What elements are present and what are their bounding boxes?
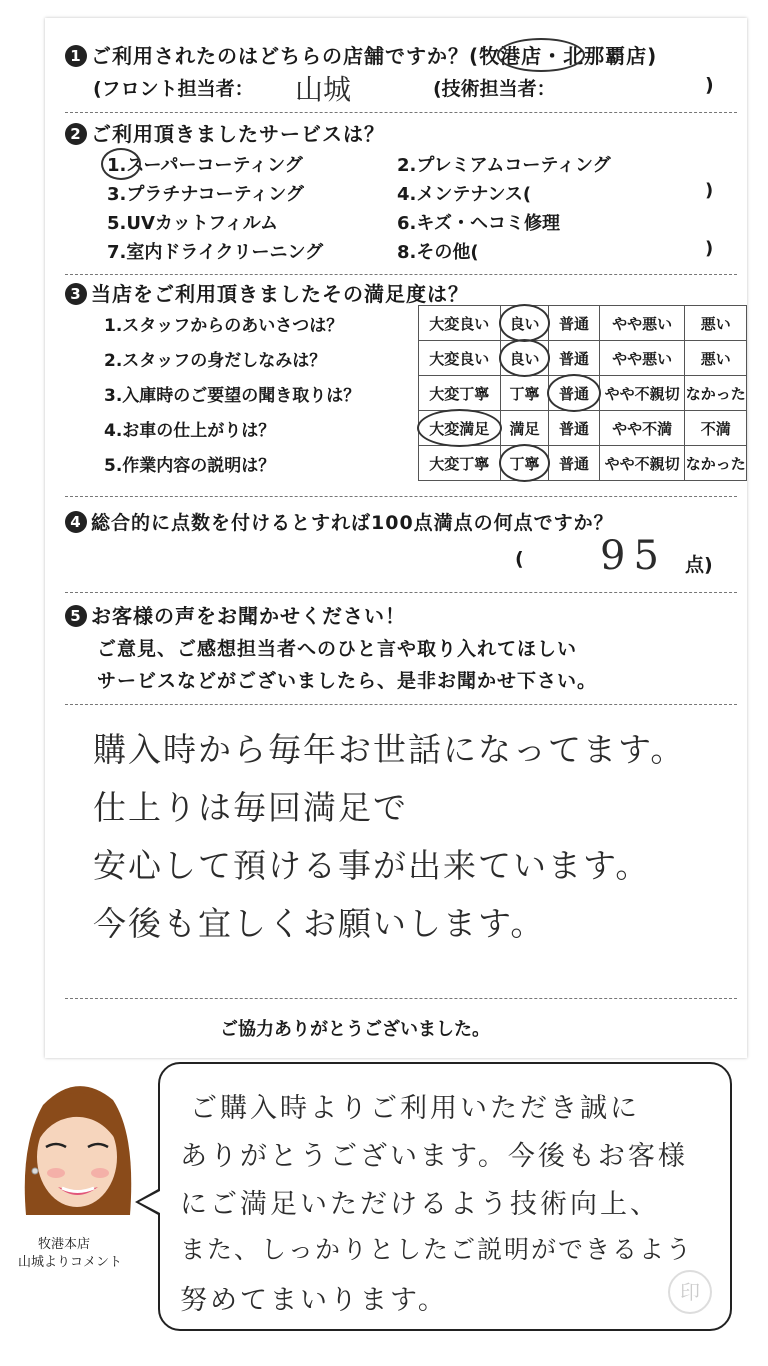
number-5-icon: 5 [65, 605, 87, 627]
staff-comment-line: ありがとうございます。今後もお客様 [180, 1141, 688, 1172]
staff-comment-line: また、しっかりとしたご説明ができるよう [180, 1235, 694, 1264]
q4-question: 総合的に点数を付けるとすれば100点満点の何点ですか？ [91, 512, 614, 534]
selected-circle [499, 339, 551, 377]
q5-heading [65, 600, 406, 629]
satisfaction-option-label: 普通 [559, 349, 590, 368]
satisfaction-option [549, 446, 599, 481]
satisfaction-option-label: 大変満足 [429, 419, 490, 438]
front-staff-value: 山城 [295, 73, 352, 106]
satisfaction-option-label: やや不親切 [604, 454, 680, 473]
speech-bubble-tail-inner [139, 1191, 160, 1213]
number-2-icon: 2 [65, 123, 87, 145]
satisfaction-option-label: 普通 [559, 314, 590, 333]
service-option: 2.プレミアムコーティング [397, 155, 611, 176]
satisfaction-option-label: 大変良い [429, 314, 490, 333]
q3-question: 当店をご利用頂きましたその満足度は？ [91, 282, 469, 306]
satisfaction-option [599, 411, 685, 446]
divider [65, 592, 737, 593]
satisfaction-question: 1.スタッフからのあいさつは？ [104, 315, 344, 336]
satisfaction-option [500, 341, 549, 376]
service-option: 4.メンテナンス( [397, 184, 532, 205]
satisfaction-option [549, 411, 599, 446]
divider [65, 274, 737, 275]
option-close: ) [705, 238, 714, 259]
satisfaction-option [599, 341, 685, 376]
satisfaction-option-label: やや不親切 [604, 384, 680, 403]
staff-comment-line: 努めてまいります。 [180, 1285, 448, 1316]
q5-line2: ご意見、ご感想担当者へのひと言や取り入れてほしい [97, 638, 578, 660]
selected-circle [499, 444, 551, 482]
satisfaction-option [418, 446, 500, 481]
satisfaction-option [549, 376, 599, 411]
q4-heading [65, 508, 614, 535]
satisfaction-row [100, 376, 747, 411]
service-selected-circle [101, 148, 141, 180]
selected-circle [547, 374, 600, 412]
score-open: ( [515, 548, 524, 570]
thanks-text: ご協力ありがとうございました。 [220, 1019, 490, 1040]
satisfaction-option-label: やや不満 [612, 419, 673, 438]
customer-comment-line: 購入時から毎年お世話になってます。 [93, 730, 686, 769]
satisfaction-option-label: 満足 [509, 419, 540, 438]
service-option: 3.プラチナコーティング [107, 184, 304, 205]
satisfaction-option [685, 341, 747, 376]
satisfaction-option [599, 306, 685, 341]
seal-stamp: 印 [668, 1270, 712, 1314]
score-unit: 点) [685, 554, 713, 576]
divider [65, 998, 737, 999]
satisfaction-option [685, 376, 747, 411]
satisfaction-option-label: 悪い [700, 349, 731, 368]
divider [65, 496, 737, 497]
comment-author-name: 山城よりコメント [18, 1255, 123, 1270]
satisfaction-row [100, 446, 747, 481]
satisfaction-question: 3.入庫時のご要望の聞き取りは？ [104, 385, 361, 406]
satisfaction-option [418, 306, 500, 341]
front-staff-label: (フロント担当者： [93, 78, 254, 100]
satisfaction-option [599, 376, 685, 411]
satisfaction-row [100, 306, 747, 341]
staff-comment-bubble [158, 1062, 732, 1331]
staff-comment-line: ご購入時よりご利用いただき誠に [190, 1093, 640, 1124]
staff-avatar [18, 1075, 136, 1225]
q2-question: ご利用頂きましたサービスは？ [91, 122, 385, 146]
q2-heading [65, 118, 385, 147]
satisfaction-option [549, 306, 599, 341]
satisfaction-option-label: 丁寧 [509, 454, 540, 473]
service-option: 8.その他( [397, 242, 479, 263]
q3-heading [65, 278, 469, 307]
satisfaction-option [549, 341, 599, 376]
customer-comment-line: 今後も宜しくお願いします。 [93, 904, 546, 943]
staff-comment-line: にご満足いただけるよう技術向上、 [180, 1189, 660, 1220]
satisfaction-question: 2.スタッフの身だしなみは？ [104, 350, 327, 371]
satisfaction-row [100, 341, 747, 376]
satisfaction-option-label: やや悪い [612, 349, 673, 368]
selected-circle [417, 409, 502, 447]
number-1-icon: 1 [65, 45, 87, 67]
q5-line3: サービスなどがございましたら、是非お聞かせ下さい。 [97, 670, 598, 692]
survey-sheet [45, 18, 747, 1058]
satisfaction-option-label: 大変丁寧 [429, 454, 490, 473]
satisfaction-option-label: 悪い [700, 314, 731, 333]
comment-author-store: 牧港本店 [38, 1237, 91, 1252]
score-value: 95 [600, 533, 667, 579]
satisfaction-option-label: 大変良い [429, 349, 490, 368]
service-option: 5.UVカットフィルム [107, 213, 279, 234]
satisfaction-option [685, 446, 747, 481]
satisfaction-question: 4.お車の仕上がりは？ [104, 420, 276, 441]
number-4-icon: 4 [65, 511, 87, 533]
satisfaction-option-label: 普通 [559, 419, 590, 438]
satisfaction-option [599, 446, 685, 481]
customer-comment-line: 安心して預ける事が出来ています。 [93, 846, 651, 885]
q5-line1: お客様の声をお聞かせください！ [91, 604, 406, 628]
service-option: 1.スーパーコーティング [107, 155, 303, 176]
satisfaction-option [418, 376, 500, 411]
satisfaction-option [500, 306, 549, 341]
selected-circle [499, 304, 551, 342]
satisfaction-option-label: 良い [509, 349, 540, 368]
satisfaction-option [500, 446, 549, 481]
satisfaction-option [685, 411, 747, 446]
store-kitanaha: 北那覇店 [563, 44, 648, 68]
satisfaction-option-label: やや悪い [612, 314, 673, 333]
service-option: 7.室内ドライクリーニング [107, 242, 324, 263]
satisfaction-option-label: 不満 [700, 419, 731, 438]
satisfaction-option-label: 普通 [559, 454, 590, 473]
tech-staff-close: ) [705, 74, 714, 96]
divider [65, 112, 737, 113]
number-3-icon: 3 [65, 283, 87, 305]
satisfaction-option [685, 306, 747, 341]
satisfaction-option-label: なかった [685, 454, 746, 473]
divider [65, 704, 737, 705]
store-makiminato: 牧港店 [479, 44, 543, 68]
satisfaction-option [500, 411, 549, 446]
option-close: ) [705, 180, 714, 201]
satisfaction-option [418, 341, 500, 376]
satisfaction-option [500, 376, 549, 411]
satisfaction-question: 5.作業内容の説明は？ [104, 455, 276, 476]
customer-comment-line: 仕上りは毎回満足で [93, 788, 408, 827]
store-selected-circle [497, 38, 585, 72]
satisfaction-option-label: 大変丁寧 [429, 384, 490, 403]
satisfaction-option-label: 普通 [559, 384, 590, 403]
satisfaction-row [100, 411, 747, 446]
q1-close: ) [647, 44, 658, 68]
separator: ・ [542, 44, 564, 68]
satisfaction-option-label: なかった [685, 384, 746, 403]
q1-question: ご利用されたのはどちらの店舗ですか？( [91, 44, 480, 68]
satisfaction-option [418, 411, 500, 446]
service-option: 6.キズ・ヘコミ修理 [397, 213, 561, 234]
satisfaction-option-label: 丁寧 [509, 384, 540, 403]
tech-staff-label: (技術担当者： [433, 78, 556, 100]
satisfaction-table [100, 305, 747, 481]
satisfaction-option-label: 良い [509, 314, 540, 333]
